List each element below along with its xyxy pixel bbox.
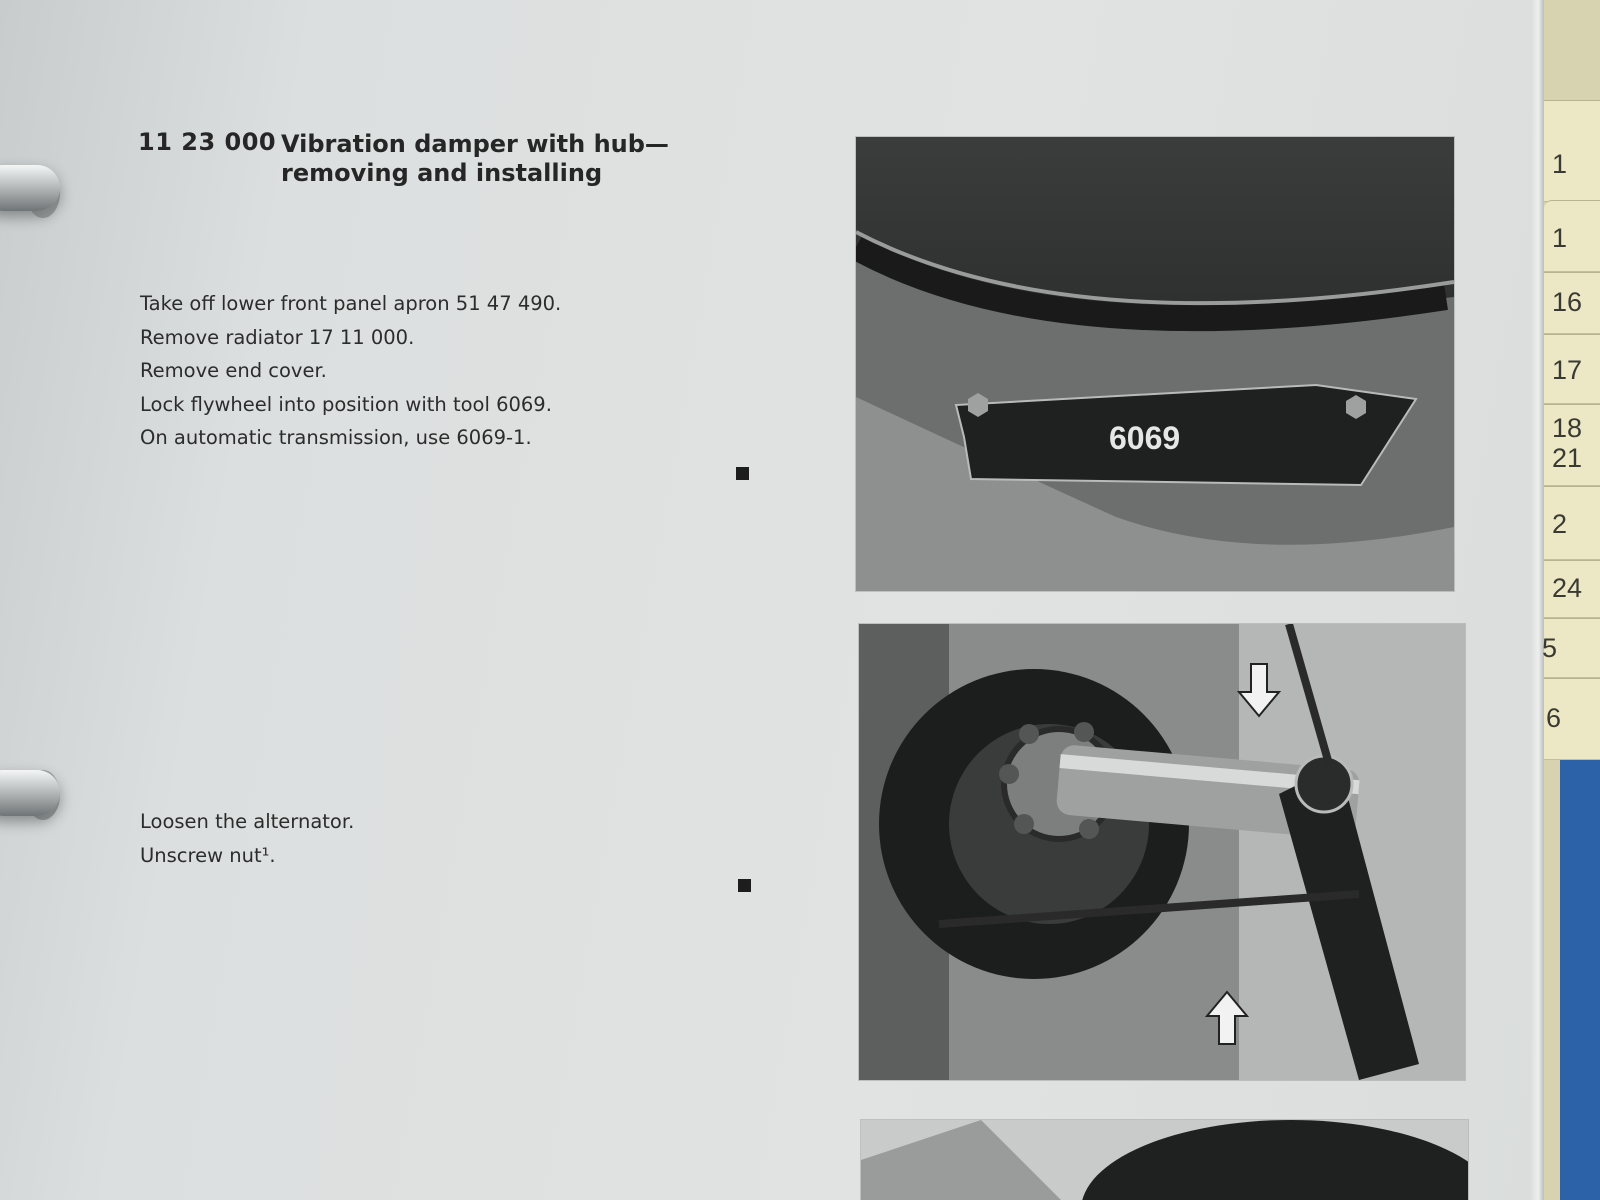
instruction-step: Unscrew nut¹.: [140, 843, 276, 867]
index-tab[interactable]: 1: [1544, 100, 1600, 202]
instruction-step: Remove end cover.: [140, 359, 327, 382]
index-tab[interactable]: 6: [1544, 678, 1600, 760]
photo-damper-wrench: [859, 624, 1465, 1080]
end-marker-1: [736, 467, 749, 480]
photo-partial: [861, 1120, 1468, 1200]
index-tab[interactable]: 17: [1544, 334, 1600, 404]
index-tab[interactable]: 1: [1544, 200, 1600, 272]
page-edge: [1530, 0, 1544, 1200]
section-title: [281, 130, 701, 188]
binder-ring-bottom: [0, 770, 60, 816]
index-tab[interactable]: 18 21: [1544, 404, 1600, 486]
instruction-step: Lock flywheel into position with tool 6069.: [140, 392, 552, 416]
blue-index-tab[interactable]: [1560, 760, 1600, 1200]
instruction-step: Take off lower front panel apron 51 47 490.: [140, 292, 562, 315]
section-number: 11 23 000: [138, 128, 277, 156]
index-tab[interactable]: 24: [1544, 560, 1600, 618]
index-tab[interactable]: 5: [1544, 618, 1600, 678]
instruction-step: Loosen the alternator.: [140, 810, 355, 833]
section-title-line-1: Vibration damper with hub—: [281, 130, 669, 158]
section-title-line-2: removing and installing: [281, 159, 603, 187]
binder-ring-top: [0, 165, 60, 211]
instructions-group-1: [140, 287, 700, 455]
instruction-step: Remove radiator 17 11 000.: [140, 325, 415, 349]
end-marker-2: [738, 879, 751, 892]
tool-number-label: 6069: [1109, 420, 1181, 456]
instructions-group-2: [140, 805, 700, 872]
instruction-step: On automatic transmission, use 6069-1.: [140, 426, 532, 449]
photo-flywheel-lock: [856, 137, 1454, 591]
index-tab[interactable]: 16: [1544, 272, 1600, 334]
index-tab[interactable]: 2: [1544, 486, 1600, 560]
